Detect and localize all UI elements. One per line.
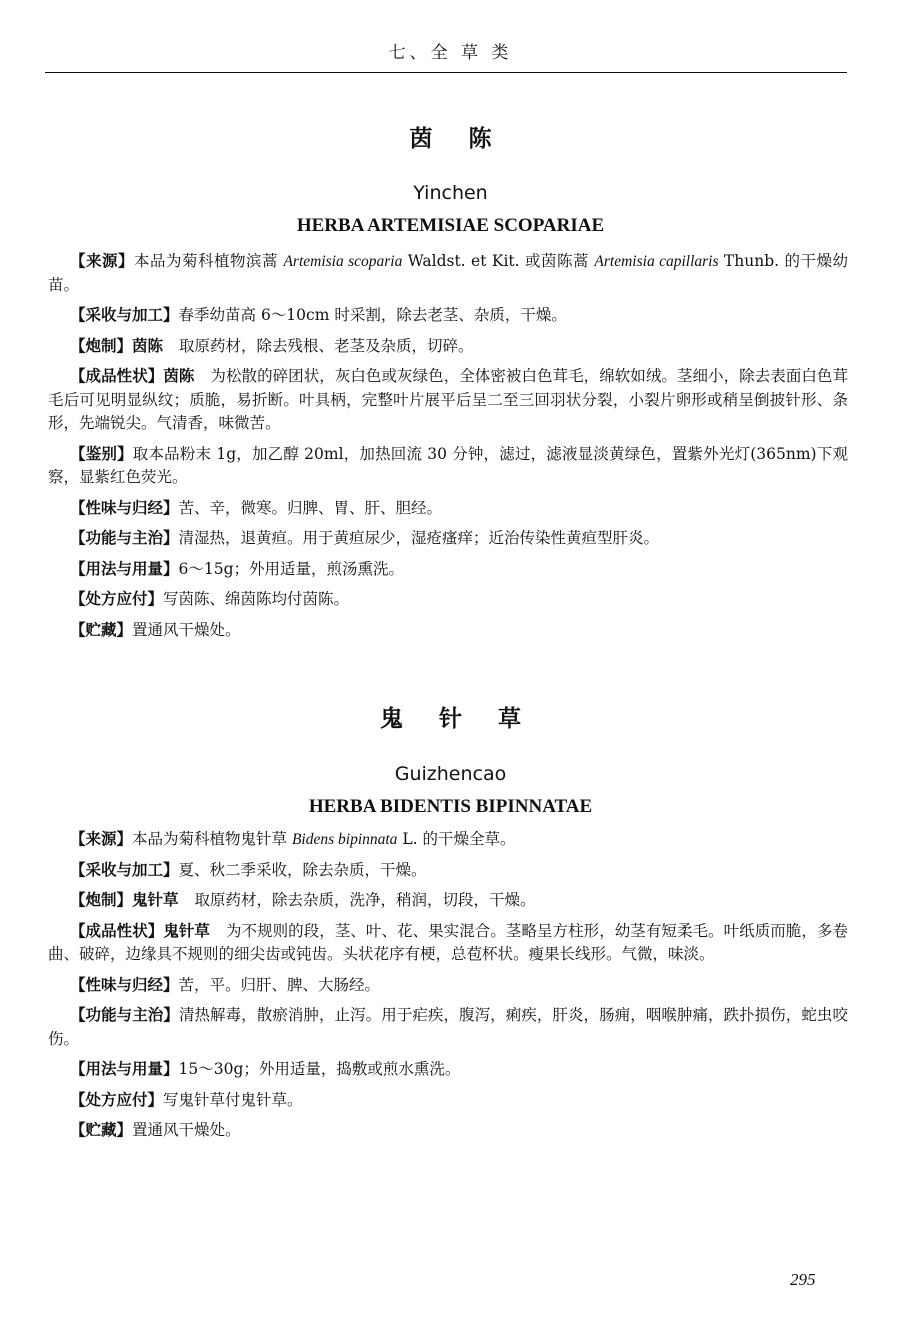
character-subject: 鬼针草 (163, 921, 210, 940)
source-text: L. 的干燥全草。 (397, 830, 516, 848)
prescription-paragraph (48, 588, 848, 612)
storage-paragraph (48, 1119, 848, 1143)
process-subject: 鬼针草 (132, 891, 179, 909)
source-text: Thunb. 的干燥幼苗。 (48, 252, 848, 294)
storage-label: 【贮藏】 (70, 1121, 133, 1139)
nature-text: 苦，平。归肝、脾、大肠经。 (178, 975, 381, 994)
identification-text: 取本品粉末 1g，加乙醇 20ml，加热回流 30 分钟，滤过，滤液显淡黄绿色，置紫外光灯(365nm)下观察，显紫红色荧光。 (48, 444, 848, 486)
function-text: 清热解毒，散瘀消肿，止泻。用于疟疾，腹泻，痢疾，肝炎，肠痈，咽喉肿痛，跌扑损伤，蛇虫咬伤。 (48, 1006, 848, 1048)
species-name: Artemisia capillaris (594, 253, 719, 270)
character-paragraph (48, 920, 848, 967)
source-paragraph (48, 250, 848, 297)
storage-text: 置通风干燥处。 (132, 620, 241, 639)
entry-latin-guizhencao: HERBA BIDENTIS BIPINNATAE (308, 796, 593, 817)
prescription-text: 写鬼针草付鬼针草。 (163, 1090, 303, 1109)
source-text: 本品为菊科植物滨蒿 (134, 252, 284, 270)
source-paragraph (48, 828, 848, 852)
harvest-paragraph (48, 304, 848, 328)
entry-body-guizhencao (48, 828, 848, 1150)
usage-label: 【用法与用量】 (70, 559, 179, 578)
page-number: 295 (790, 1270, 816, 1289)
function-paragraph (48, 1004, 848, 1051)
entry-title-guizhencao: 鬼针草 (380, 706, 557, 732)
nature-paragraph (48, 974, 848, 998)
usage-text: 15～30g；外用适量，捣敷或煎水熏洗。 (178, 1060, 461, 1078)
harvest-label: 【采收与加工】 (70, 306, 179, 324)
nature-label: 【性味与归经】 (70, 975, 179, 994)
character-text: 为不规则的段，茎、叶、花、果实混合。茎略呈方柱形，幼茎有短柔毛。叶纸质而脆，多卷曲、破碎，边缘具不规则的细尖齿或钝齿。头状花序有梗，总苞杯状。瘦果长线形。气微，味淡。 (48, 921, 848, 963)
storage-text: 置通风干燥处。 (132, 1121, 241, 1139)
function-label: 【功能与主治】 (70, 1006, 179, 1024)
species-name: Artemisia scoparia (283, 253, 403, 270)
nature-paragraph (48, 497, 848, 521)
entry-pinyin-yinchen: Yinchen (413, 182, 488, 204)
storage-label: 【贮藏】 (70, 620, 133, 639)
entry-body-yinchen (48, 250, 848, 649)
prescription-label: 【处方应付】 (70, 1090, 164, 1109)
identification-label: 【鉴别】 (70, 444, 133, 463)
running-head: 七、全 草 类 (388, 43, 513, 63)
usage-paragraph (48, 1058, 848, 1082)
character-paragraph (48, 365, 848, 436)
harvest-label: 【采收与加工】 (70, 860, 179, 879)
identification-paragraph (48, 443, 848, 490)
process-paragraph (48, 335, 848, 359)
process-text: 取原药材，除去杂质，洗净，稍润，切段，干燥。 (194, 891, 536, 909)
source-text: Waldst. et Kit. 或茵陈蒿 (402, 252, 595, 270)
process-paragraph (48, 889, 848, 913)
character-text: 为松散的碎团状，灰白色或灰绿色，全体密被白色茸毛，绵软如绒。茎细小，除去表面白色茸毛后可见明显纵纹；质脆，易折断。叶具柄，完整叶片展平后呈二至三回羽状分裂，小裂片卵形或稍呈倒披针形、条形，先端锐尖。气清香，味微苦。 (48, 367, 848, 432)
usage-label: 【用法与用量】 (70, 1060, 179, 1078)
process-text: 取原药材，除去残根、老茎及杂质，切碎。 (179, 336, 474, 355)
prescription-paragraph (48, 1089, 848, 1113)
nature-label: 【性味与归经】 (70, 498, 179, 517)
source-label: 【来源】 (70, 830, 133, 848)
source-label: 【来源】 (70, 252, 135, 270)
entry-latin-yinchen: HERBA ARTEMISIAE SCOPARIAE (296, 215, 605, 236)
nature-text: 苦、辛，微寒。归脾、胃、肝、胆经。 (178, 498, 443, 517)
entry-pinyin-guizhencao: Guizhencao (394, 763, 507, 785)
species-name: Bidens bipinnata (291, 831, 398, 848)
function-text: 清湿热，退黄疸。用于黄疸尿少，湿疮瘙痒；近治传染性黄疸型肝炎。 (178, 529, 660, 547)
process-label: 【炮制】 (70, 336, 133, 355)
function-paragraph (48, 527, 848, 551)
entry-title-yinchen: 茵陈 (409, 126, 528, 152)
character-label: 【成品性状】 (70, 921, 164, 940)
harvest-text: 春季幼苗高 6～10cm 时采割，除去老茎、杂质，干燥。 (178, 306, 567, 324)
harvest-paragraph (48, 859, 848, 883)
process-label: 【炮制】 (70, 891, 133, 909)
prescription-text: 写茵陈、绵茵陈均付茵陈。 (163, 590, 350, 608)
function-label: 【功能与主治】 (70, 529, 179, 547)
header-rule (45, 72, 847, 73)
prescription-label: 【处方应付】 (70, 590, 164, 608)
usage-text: 6～15g；外用适量，煎汤熏洗。 (178, 559, 405, 578)
source-text: 本品为菊科植物鬼针草 (132, 830, 292, 848)
harvest-text: 夏、秋二季采收，除去杂质，干燥。 (178, 860, 427, 879)
process-subject: 茵陈 (132, 336, 164, 355)
storage-paragraph (48, 619, 848, 643)
character-label: 【成品性状】 (70, 367, 164, 385)
character-subject: 茵陈 (163, 367, 195, 385)
usage-paragraph (48, 558, 848, 582)
